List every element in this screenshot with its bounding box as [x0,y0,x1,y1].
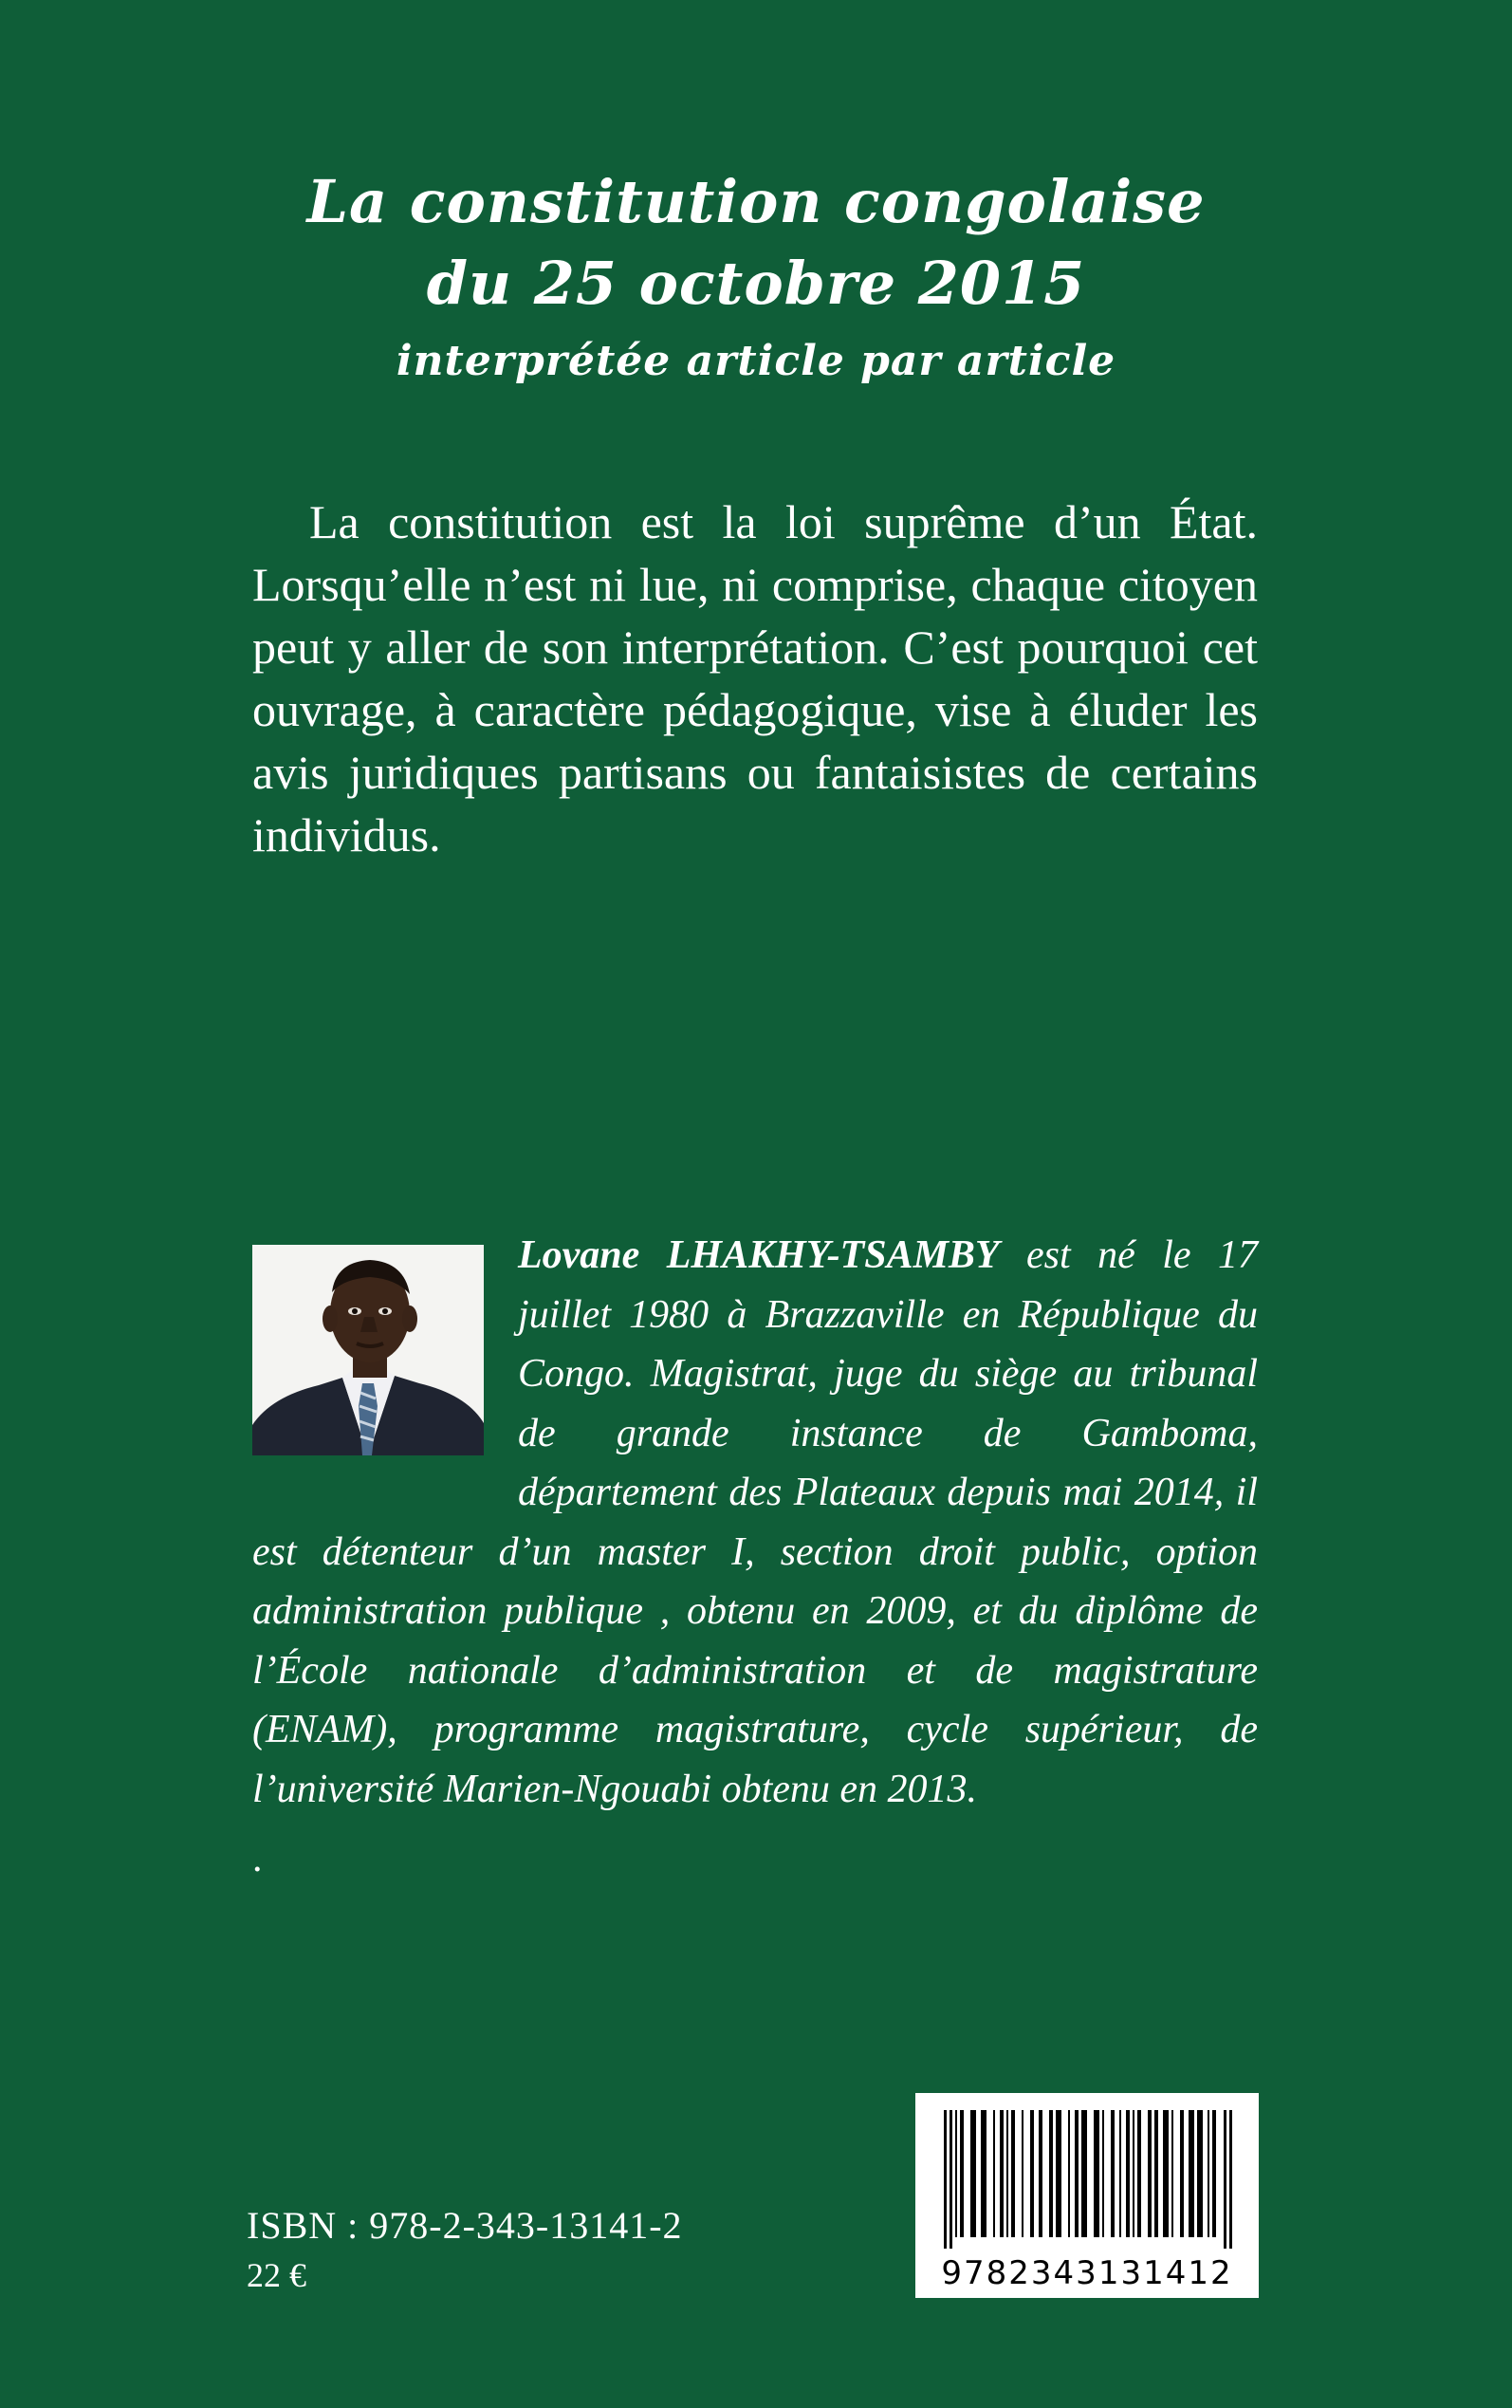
barcode-bar [1126,2110,1130,2237]
book-blurb: La constitution est la loi suprême d’un État. Lorsqu’elle n’est ni lue, ni comprise, chaque citoyen peut y aller de son interprétation. C’est pourquoi cet ouvrage, à caractère pédagogique, vise à éluder les avis juridiques partisans ou fantaisistes de certains individus. [252,495,1258,861]
barcode-bar [1171,2110,1173,2237]
cover-title-block [0,161,1512,395]
barcode-bar [1137,2110,1141,2237]
author-photo [252,1245,484,1455]
barcode-bar [1030,2110,1034,2237]
barcode-bar [1049,2110,1053,2237]
author-bio-text: est né le 17 juillet 1980 à Brazzaville en République du Congo. Magistrat, juge du siège au tribunal de grande instance de Gamboma, département des Plateaux depuis mai 2014, il est détenteur d’un master I, section droit public, option administration publique , obtenu en 2009, et du diplôme de l’École nationale d’administration et de magistrature (ENAM), programme magistrature, cycle supérieur, de l’université Marien-Ngouabi obtenu en 2013. [252,1233,1258,1811]
author-bio [252,1226,1258,1819]
barcode-bar [1180,2110,1184,2237]
barcode-bar [1068,2110,1070,2237]
barcode-bar [955,2110,957,2237]
isbn-text: ISBN : 978-2-343-13141-2 [247,2204,683,2247]
barcode-bar [1197,2110,1203,2237]
barcode-bar [1056,2110,1061,2237]
barcode-bar [1163,2110,1169,2237]
author-portrait-image [252,1245,484,1455]
barcode-bar [1189,2110,1194,2237]
barcode-bar [1229,2110,1232,2249]
price-text: 22 € [247,2256,306,2294]
book-subtitle: interprétée article par article [396,337,1116,385]
barcode-bar [1006,2110,1008,2237]
barcode-bar [970,2110,976,2237]
barcode-bar [1094,2110,1099,2237]
barcode-digits: 9782343131412 [941,2254,1233,2292]
barcode-bar [1102,2110,1104,2237]
isbn-barcode [915,2093,1259,2298]
barcode-bar [1111,2110,1115,2237]
barcode-bar [950,2110,952,2249]
barcode-bar [1208,2110,1209,2237]
barcode-bar [1000,2110,1004,2237]
barcode-bar [1075,2110,1079,2237]
barcode-bar [1022,2110,1023,2237]
barcode-bar [1154,2110,1158,2237]
barcode-bar [944,2110,947,2249]
barcode-bar [1119,2110,1121,2237]
barcode-bar [1133,2110,1134,2237]
author-name: Lovane LHAKHY-TSAMBY [518,1233,1000,1277]
barcode-bar [1011,2110,1015,2237]
barcode-bar [1081,2110,1087,2237]
barcode-bar [960,2110,964,2237]
book-title-line-1: La constitution congolaise [306,167,1206,236]
barcode-bar [1148,2110,1152,2237]
barcode-bar [1039,2110,1042,2237]
barcode-bar [993,2110,995,2237]
barcode-bar [981,2110,986,2237]
barcode-bar [1224,2110,1226,2249]
barcode-bar [1212,2110,1216,2237]
trailing-mark: . [252,1837,263,1880]
book-title-line-2: du 25 octobre 2015 [426,249,1086,318]
